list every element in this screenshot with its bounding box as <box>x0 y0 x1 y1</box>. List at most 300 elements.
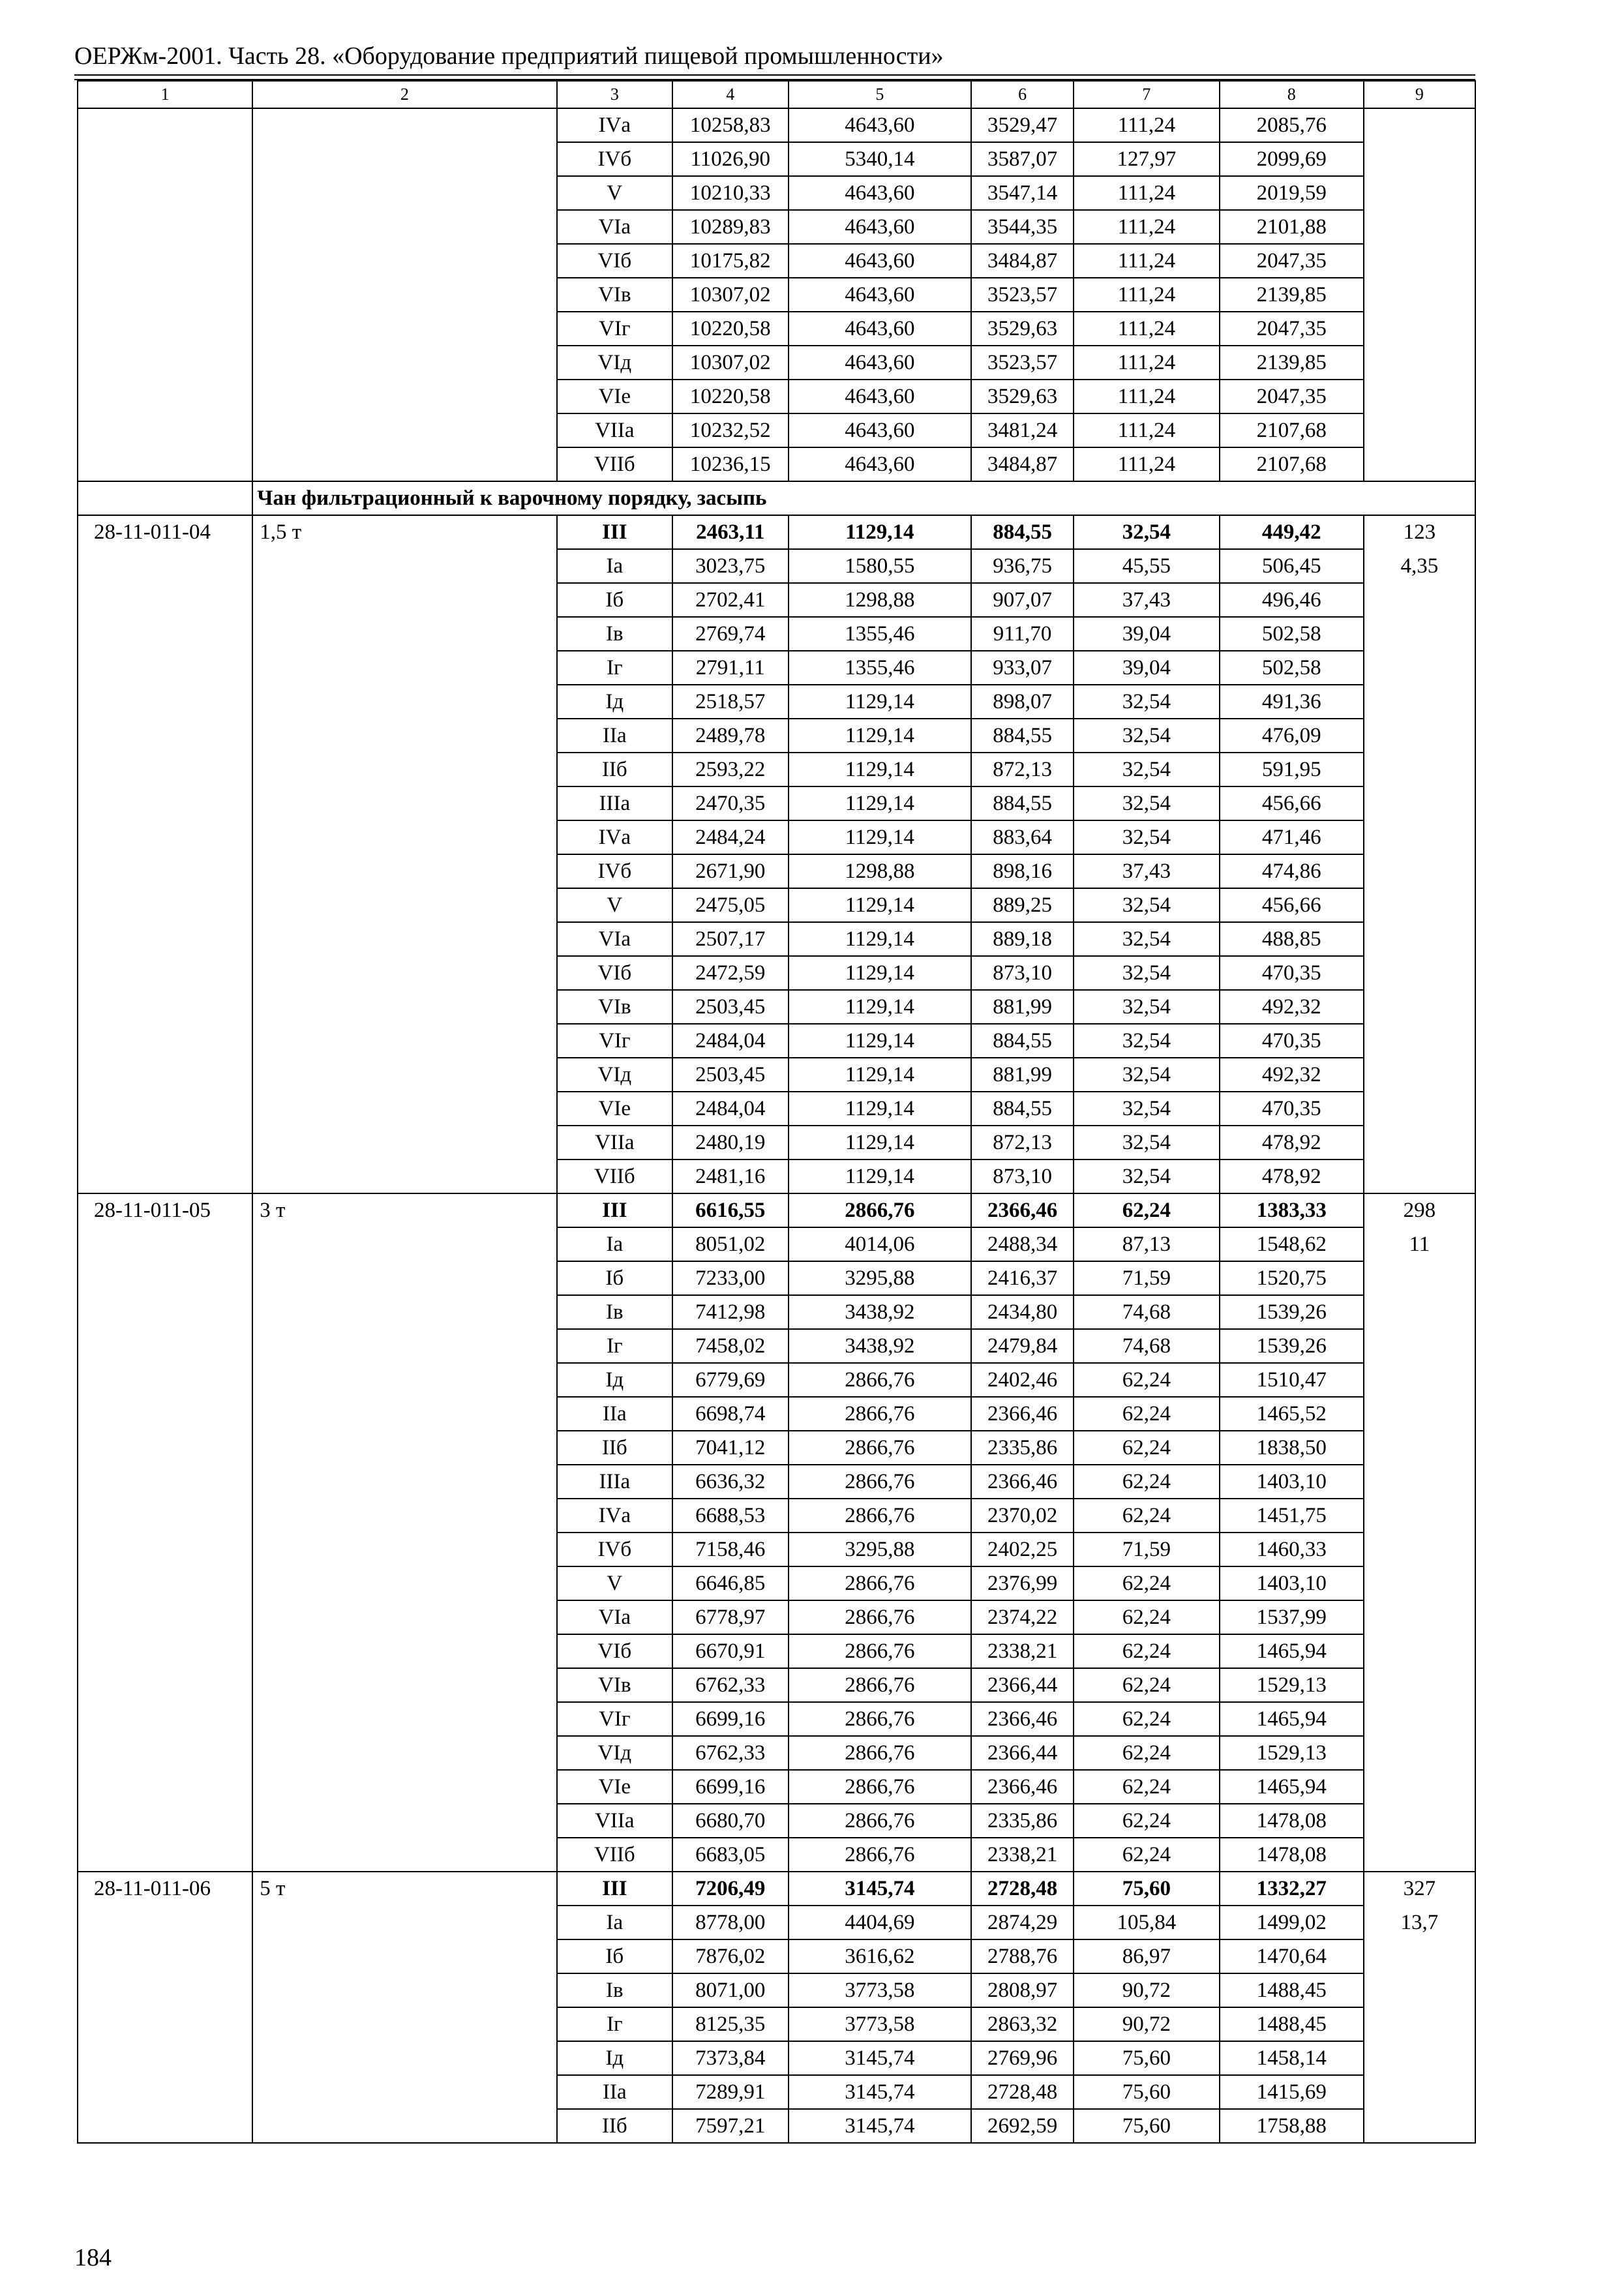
column-number: 4 <box>672 81 788 108</box>
machine-cost-cell: 884,55 <box>971 786 1074 820</box>
materials-cost-cell: 502,58 <box>1220 651 1364 685</box>
extra-cell-empty <box>1364 651 1475 685</box>
code-cell-empty <box>78 1600 252 1634</box>
code-cell-empty <box>78 617 252 651</box>
zone-cell: IIб <box>557 1431 672 1465</box>
machine-cost-cell: 2479,84 <box>971 1329 1074 1363</box>
name-cell: 1,5 т <box>252 515 556 549</box>
machine-labor-cell: 4,35 <box>1364 549 1475 583</box>
total-cost-cell: 7412,98 <box>672 1295 788 1329</box>
code-cell-empty <box>78 1465 252 1499</box>
operator-wages-cell: 75,60 <box>1074 1872 1220 1906</box>
table-row <box>78 108 1475 142</box>
name-cell-empty <box>252 786 556 820</box>
extra-cell-empty <box>1364 447 1475 481</box>
code-cell-empty <box>78 719 252 753</box>
materials-cost-cell: 492,32 <box>1220 990 1364 1024</box>
code-cell-empty <box>78 312 252 346</box>
wages-cell: 1355,46 <box>789 617 972 651</box>
name-cell-empty <box>252 1126 556 1159</box>
machine-cost-cell: 898,16 <box>971 854 1074 888</box>
operator-wages-cell: 74,68 <box>1074 1295 1220 1329</box>
zone-cell: VIе <box>557 380 672 413</box>
column-number: 8 <box>1220 81 1364 108</box>
materials-cost-cell: 1548,62 <box>1220 1227 1364 1261</box>
operator-wages-cell: 32,54 <box>1074 515 1220 549</box>
materials-cost-cell: 1758,88 <box>1220 2109 1364 2143</box>
total-cost-cell: 6698,74 <box>672 1397 788 1431</box>
name-cell-empty <box>252 447 556 481</box>
total-cost-cell: 6616,55 <box>672 1193 788 1227</box>
materials-cost-cell: 1332,27 <box>1220 1872 1364 1906</box>
zone-cell: VIIа <box>557 1126 672 1159</box>
name-cell-empty <box>252 1329 556 1363</box>
materials-cost-cell: 1499,02 <box>1220 1906 1364 1939</box>
wages-cell: 1129,14 <box>789 685 972 719</box>
name-cell-empty <box>252 651 556 685</box>
table-row <box>78 346 1475 380</box>
wages-cell: 3145,74 <box>789 2041 972 2075</box>
machine-cost-cell: 2335,86 <box>971 1431 1074 1465</box>
table-row <box>78 2075 1475 2109</box>
machine-cost-cell: 2402,46 <box>971 1363 1074 1397</box>
operator-wages-cell: 37,43 <box>1074 583 1220 617</box>
machine-cost-cell: 872,13 <box>971 1126 1074 1159</box>
total-cost-cell: 2503,45 <box>672 1058 788 1092</box>
code-cell-empty <box>78 2041 252 2075</box>
wages-cell: 3773,58 <box>789 1973 972 2007</box>
table-row <box>78 1363 1475 1397</box>
operator-wages-cell: 32,54 <box>1074 1126 1220 1159</box>
total-cost-cell: 8071,00 <box>672 1973 788 2007</box>
extra-cell-empty <box>1364 888 1475 922</box>
total-cost-cell: 2481,16 <box>672 1159 788 1193</box>
machine-cost-cell: 881,99 <box>971 1058 1074 1092</box>
extra-cell-empty <box>1364 1092 1475 1126</box>
machine-cost-cell: 3523,57 <box>971 346 1074 380</box>
machine-cost-cell: 898,07 <box>971 685 1074 719</box>
zone-cell: III <box>557 1872 672 1906</box>
name-cell-empty <box>252 685 556 719</box>
code-cell-empty <box>78 651 252 685</box>
column-number: 9 <box>1364 81 1475 108</box>
wages-cell: 2866,76 <box>789 1566 972 1600</box>
zone-cell: Iв <box>557 1973 672 2007</box>
extra-cell-empty <box>1364 2007 1475 2041</box>
name-cell-empty <box>252 1566 556 1600</box>
operator-wages-cell: 111,24 <box>1074 176 1220 210</box>
total-cost-cell: 10236,15 <box>672 447 788 481</box>
name-cell-empty <box>252 1397 556 1431</box>
zone-cell: Iг <box>557 1329 672 1363</box>
code-cell-empty <box>78 990 252 1024</box>
name-cell-empty <box>252 1736 556 1770</box>
machine-cost-cell: 884,55 <box>971 1024 1074 1058</box>
table-row <box>78 1634 1475 1668</box>
total-cost-cell: 2463,11 <box>672 515 788 549</box>
code-cell-empty <box>78 753 252 786</box>
materials-cost-cell: 491,36 <box>1220 685 1364 719</box>
extra-cell-empty <box>1364 2075 1475 2109</box>
wages-cell: 1129,14 <box>789 1159 972 1193</box>
zone-cell: IVб <box>557 1533 672 1566</box>
machine-cost-cell: 3481,24 <box>971 413 1074 447</box>
extra-cell-empty <box>1364 2109 1475 2143</box>
zone-cell: VIв <box>557 990 672 1024</box>
name-cell-empty <box>252 1600 556 1634</box>
extra-cell-empty <box>1364 1838 1475 1872</box>
zone-cell: Iд <box>557 2041 672 2075</box>
extra-cell-empty <box>1364 1363 1475 1397</box>
code-cell-empty <box>78 1804 252 1838</box>
table-row <box>78 413 1475 447</box>
table-row <box>78 1973 1475 2007</box>
total-cost-cell: 10307,02 <box>672 278 788 312</box>
zone-cell: VIа <box>557 1600 672 1634</box>
wages-cell: 2866,76 <box>789 1465 972 1499</box>
materials-cost-cell: 1451,75 <box>1220 1499 1364 1533</box>
total-cost-cell: 2702,41 <box>672 583 788 617</box>
name-cell: 5 т <box>252 1872 556 1906</box>
zone-cell: IVа <box>557 820 672 854</box>
extra-cell-empty <box>1364 2041 1475 2075</box>
materials-cost-cell: 502,58 <box>1220 617 1364 651</box>
zone-cell: Iг <box>557 651 672 685</box>
total-cost-cell: 10258,83 <box>672 108 788 142</box>
table-row <box>78 2007 1475 2041</box>
total-cost-cell: 7597,21 <box>672 2109 788 2143</box>
name-cell-empty <box>252 1295 556 1329</box>
operator-wages-cell: 32,54 <box>1074 956 1220 990</box>
section-code-empty <box>78 481 252 515</box>
total-cost-cell: 2489,78 <box>672 719 788 753</box>
machine-cost-cell: 3547,14 <box>971 176 1074 210</box>
extra-cell-empty <box>1364 142 1475 176</box>
total-cost-cell: 6762,33 <box>672 1736 788 1770</box>
operator-wages-cell: 39,04 <box>1074 651 1220 685</box>
materials-cost-cell: 2047,35 <box>1220 380 1364 413</box>
name-cell-empty <box>252 1261 556 1295</box>
code-cell-empty <box>78 1566 252 1600</box>
wages-cell: 2866,76 <box>789 1431 972 1465</box>
operator-wages-cell: 32,54 <box>1074 753 1220 786</box>
operator-wages-cell: 105,84 <box>1074 1906 1220 1939</box>
table-row <box>78 312 1475 346</box>
zone-cell: IIб <box>557 753 672 786</box>
materials-cost-cell: 1529,13 <box>1220 1736 1364 1770</box>
column-number: 6 <box>971 81 1074 108</box>
zone-cell: Iб <box>557 1939 672 1973</box>
zone-cell: VIа <box>557 922 672 956</box>
code-cell-empty <box>78 1770 252 1804</box>
machine-cost-cell: 933,07 <box>971 651 1074 685</box>
name-cell-empty <box>252 1702 556 1736</box>
name-cell-empty <box>252 176 556 210</box>
table-row <box>78 1024 1475 1058</box>
operator-wages-cell: 111,24 <box>1074 380 1220 413</box>
table-row <box>78 1533 1475 1566</box>
total-cost-cell: 6699,16 <box>672 1702 788 1736</box>
name-cell-empty <box>252 888 556 922</box>
machine-cost-cell: 2366,46 <box>971 1770 1074 1804</box>
materials-cost-cell: 456,66 <box>1220 786 1364 820</box>
zone-cell: VIIб <box>557 1838 672 1872</box>
column-number-row <box>78 81 1475 108</box>
name-cell-empty <box>252 142 556 176</box>
wages-cell: 4643,60 <box>789 176 972 210</box>
total-cost-cell: 6636,32 <box>672 1465 788 1499</box>
code-cell-empty <box>78 1227 252 1261</box>
code-cell-empty <box>78 1363 252 1397</box>
total-cost-cell: 2593,22 <box>672 753 788 786</box>
extra-cell-empty <box>1364 617 1475 651</box>
wages-cell: 3438,92 <box>789 1329 972 1363</box>
table-row <box>78 583 1475 617</box>
wages-cell: 2866,76 <box>789 1363 972 1397</box>
code-cell-empty <box>78 1092 252 1126</box>
wages-cell: 4014,06 <box>789 1227 972 1261</box>
code-cell-empty <box>78 1058 252 1092</box>
total-cost-cell: 2484,04 <box>672 1092 788 1126</box>
materials-cost-cell: 2047,35 <box>1220 244 1364 278</box>
zone-cell: V <box>557 1566 672 1600</box>
materials-cost-cell: 2019,59 <box>1220 176 1364 210</box>
wages-cell: 1129,14 <box>789 753 972 786</box>
code-cell-empty <box>78 1702 252 1736</box>
extra-cell-empty <box>1364 1533 1475 1566</box>
extra-cell-empty <box>1364 278 1475 312</box>
table-row <box>78 2041 1475 2075</box>
extra-cell-empty <box>1364 990 1475 1024</box>
wages-cell: 4643,60 <box>789 312 972 346</box>
extra-cell-empty <box>1364 1973 1475 2007</box>
materials-cost-cell: 2139,85 <box>1220 346 1364 380</box>
table-row <box>78 1397 1475 1431</box>
norms-table <box>77 80 1476 2144</box>
extra-cell-empty <box>1364 1058 1475 1092</box>
operator-wages-cell: 75,60 <box>1074 2041 1220 2075</box>
wages-cell: 1355,46 <box>789 651 972 685</box>
total-cost-cell: 3023,75 <box>672 549 788 583</box>
wages-cell: 1129,14 <box>789 956 972 990</box>
total-cost-cell: 10210,33 <box>672 176 788 210</box>
wages-cell: 1129,14 <box>789 1024 972 1058</box>
table-row <box>78 1431 1475 1465</box>
table-row <box>78 1261 1475 1295</box>
machine-cost-cell: 889,25 <box>971 888 1074 922</box>
extra-cell-empty <box>1364 753 1475 786</box>
operator-wages-cell: 86,97 <box>1074 1939 1220 1973</box>
materials-cost-cell: 591,95 <box>1220 753 1364 786</box>
extra-cell-empty <box>1364 210 1475 244</box>
machine-cost-cell: 2366,46 <box>971 1702 1074 1736</box>
operator-wages-cell: 62,24 <box>1074 1838 1220 1872</box>
code-cell-empty <box>78 346 252 380</box>
name-cell-empty <box>252 413 556 447</box>
table-row <box>78 651 1475 685</box>
wages-cell: 3295,88 <box>789 1261 972 1295</box>
materials-cost-cell: 1465,94 <box>1220 1770 1364 1804</box>
extra-cell-empty <box>1364 854 1475 888</box>
machine-cost-cell: 873,10 <box>971 1159 1074 1193</box>
zone-cell: VIIб <box>557 447 672 481</box>
name-cell-empty <box>252 278 556 312</box>
machine-cost-cell: 2338,21 <box>971 1634 1074 1668</box>
materials-cost-cell: 1539,26 <box>1220 1329 1364 1363</box>
materials-cost-cell: 456,66 <box>1220 888 1364 922</box>
total-cost-cell: 11026,90 <box>672 142 788 176</box>
machine-cost-cell: 2728,48 <box>971 1872 1074 1906</box>
total-cost-cell: 10220,58 <box>672 380 788 413</box>
code-cell-empty <box>78 956 252 990</box>
table-row <box>78 1193 1475 1227</box>
table-row <box>78 210 1475 244</box>
code-cell-empty <box>78 1329 252 1363</box>
machine-cost-cell: 873,10 <box>971 956 1074 990</box>
total-cost-cell: 6670,91 <box>672 1634 788 1668</box>
machine-cost-cell: 2366,46 <box>971 1465 1074 1499</box>
zone-cell: VIIа <box>557 413 672 447</box>
wages-cell: 1129,14 <box>789 922 972 956</box>
materials-cost-cell: 1403,10 <box>1220 1566 1364 1600</box>
machine-cost-cell: 2874,29 <box>971 1906 1074 1939</box>
table-row <box>78 1906 1475 1939</box>
total-cost-cell: 7876,02 <box>672 1939 788 1973</box>
total-cost-cell: 6778,97 <box>672 1600 788 1634</box>
table-row <box>78 1295 1475 1329</box>
operator-wages-cell: 62,24 <box>1074 1770 1220 1804</box>
zone-cell: VIв <box>557 1668 672 1702</box>
extra-cell-empty <box>1364 1600 1475 1634</box>
wages-cell: 4643,60 <box>789 108 972 142</box>
total-cost-cell: 6646,85 <box>672 1566 788 1600</box>
zone-cell: Iд <box>557 1363 672 1397</box>
code-cell-empty <box>78 1397 252 1431</box>
operator-wages-cell: 32,54 <box>1074 786 1220 820</box>
materials-cost-cell: 1838,50 <box>1220 1431 1364 1465</box>
extra-cell-empty <box>1364 1770 1475 1804</box>
table-row <box>78 753 1475 786</box>
operator-wages-cell: 111,24 <box>1074 413 1220 447</box>
extra-cell-empty <box>1364 820 1475 854</box>
materials-cost-cell: 1488,45 <box>1220 2007 1364 2041</box>
operator-wages-cell: 111,24 <box>1074 210 1220 244</box>
total-cost-cell: 2484,04 <box>672 1024 788 1058</box>
page-number: 184 <box>74 2244 112 2271</box>
code-cell-empty <box>78 2109 252 2143</box>
wages-cell: 3616,62 <box>789 1939 972 1973</box>
wages-cell: 4643,60 <box>789 210 972 244</box>
machine-cost-cell: 884,55 <box>971 1092 1074 1126</box>
extra-cell-empty <box>1364 244 1475 278</box>
machine-cost-cell: 2366,44 <box>971 1736 1074 1770</box>
wages-cell: 2866,76 <box>789 1668 972 1702</box>
machine-labor-cell: 11 <box>1364 1227 1475 1261</box>
total-cost-cell: 10175,82 <box>672 244 788 278</box>
materials-cost-cell: 1529,13 <box>1220 1668 1364 1702</box>
total-cost-cell: 2518,57 <box>672 685 788 719</box>
operator-wages-cell: 32,54 <box>1074 922 1220 956</box>
materials-cost-cell: 1478,08 <box>1220 1838 1364 1872</box>
name-cell-empty <box>252 1973 556 2007</box>
operator-wages-cell: 62,24 <box>1074 1804 1220 1838</box>
code-cell-empty <box>78 1939 252 1973</box>
machine-cost-cell: 3587,07 <box>971 142 1074 176</box>
operator-wages-cell: 127,97 <box>1074 142 1220 176</box>
materials-cost-cell: 470,35 <box>1220 1024 1364 1058</box>
total-cost-cell: 2671,90 <box>672 854 788 888</box>
name-cell-empty <box>252 1159 556 1193</box>
materials-cost-cell: 1470,64 <box>1220 1939 1364 1973</box>
section-row <box>78 481 1475 515</box>
materials-cost-cell: 1460,33 <box>1220 1533 1364 1566</box>
name-cell-empty <box>252 2075 556 2109</box>
total-cost-cell: 10289,83 <box>672 210 788 244</box>
extra-cell-empty <box>1364 922 1475 956</box>
operator-wages-cell: 62,24 <box>1074 1397 1220 1431</box>
materials-cost-cell: 2047,35 <box>1220 312 1364 346</box>
zone-cell: VIб <box>557 956 672 990</box>
machine-cost-cell: 2434,80 <box>971 1295 1074 1329</box>
extra-cell-empty <box>1364 1939 1475 1973</box>
materials-cost-cell: 1383,33 <box>1220 1193 1364 1227</box>
total-cost-cell: 10307,02 <box>672 346 788 380</box>
zone-cell: V <box>557 176 672 210</box>
zone-cell: VIб <box>557 1634 672 1668</box>
materials-cost-cell: 470,35 <box>1220 1092 1364 1126</box>
table-row <box>78 1804 1475 1838</box>
machine-cost-cell: 2769,96 <box>971 2041 1074 2075</box>
materials-cost-cell: 496,46 <box>1220 583 1364 617</box>
wages-cell: 3145,74 <box>789 2075 972 2109</box>
name-cell-empty <box>252 820 556 854</box>
zone-cell: Iа <box>557 1227 672 1261</box>
extra-cell-empty <box>1364 1499 1475 1533</box>
labor-cost-cell: 123 <box>1364 515 1475 549</box>
column-number: 1 <box>78 81 252 108</box>
materials-cost-cell: 1510,47 <box>1220 1363 1364 1397</box>
wages-cell: 3773,58 <box>789 2007 972 2041</box>
total-cost-cell: 8778,00 <box>672 1906 788 1939</box>
extra-cell-empty <box>1364 1634 1475 1668</box>
wages-cell: 2866,76 <box>789 1193 972 1227</box>
total-cost-cell: 7158,46 <box>672 1533 788 1566</box>
operator-wages-cell: 32,54 <box>1074 719 1220 753</box>
machine-cost-cell: 2863,32 <box>971 2007 1074 2041</box>
zone-cell: VIд <box>557 346 672 380</box>
zone-cell: IVа <box>557 1499 672 1533</box>
name-cell-empty <box>252 1668 556 1702</box>
extra-cell-empty <box>1364 1159 1475 1193</box>
name-cell-empty <box>252 108 556 142</box>
wages-cell: 1580,55 <box>789 549 972 583</box>
name-cell-empty <box>252 1024 556 1058</box>
table-row <box>78 1736 1475 1770</box>
code-cell-empty <box>78 1159 252 1193</box>
materials-cost-cell: 492,32 <box>1220 1058 1364 1092</box>
table-row <box>78 447 1475 481</box>
operator-wages-cell: 62,24 <box>1074 1465 1220 1499</box>
name-cell-empty <box>252 244 556 278</box>
name-cell-empty <box>252 719 556 753</box>
zone-cell: VIг <box>557 1024 672 1058</box>
table-row <box>78 176 1475 210</box>
total-cost-cell: 2791,11 <box>672 651 788 685</box>
materials-cost-cell: 1465,52 <box>1220 1397 1364 1431</box>
zone-cell: VIд <box>557 1058 672 1092</box>
zone-cell: VIа <box>557 210 672 244</box>
extra-cell-empty <box>1364 1261 1475 1295</box>
